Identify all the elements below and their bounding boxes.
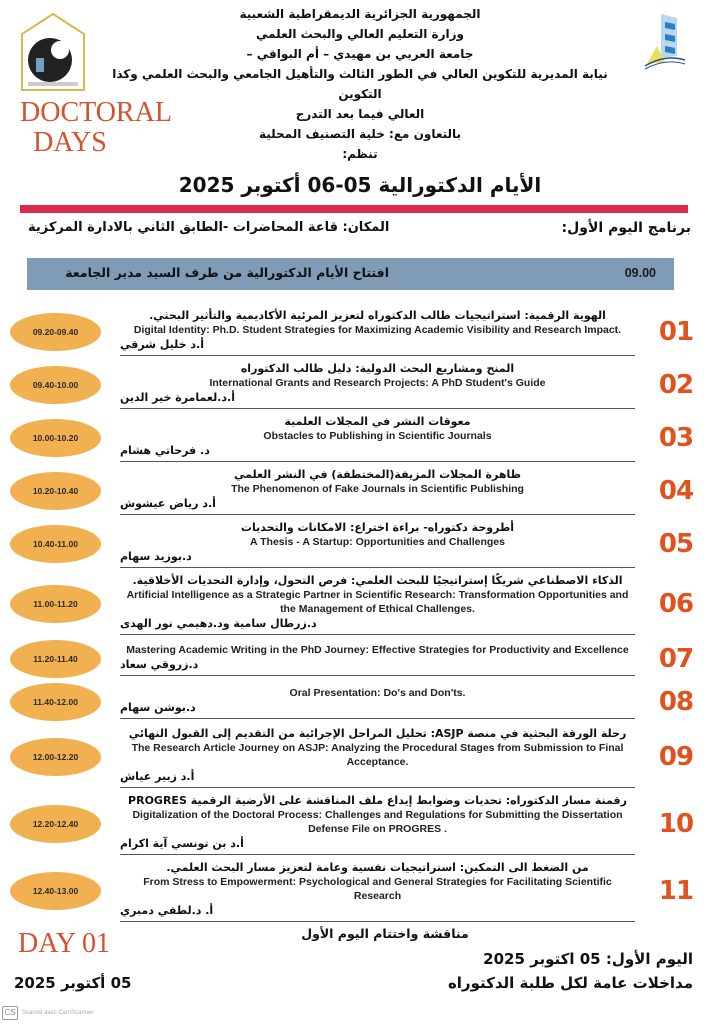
header-line-organizes: تنظم:	[342, 147, 378, 161]
header-line-directorate: نيابة المديرية للتكوين العالي في الطور الثالث والتأهيل الجامعي والبحث العلمي وكذا التكوين	[112, 67, 608, 101]
session-time-pill: 09.40-10.00	[10, 366, 101, 404]
session-title-en: The Phenomenon of Fake Journals in Scientific Publishing	[231, 483, 524, 495]
session-02	[0, 359, 711, 412]
session-title-en: Digitalization of the Doctoral Process: Challenges and Regulations for Submitting the Dissertation Defense File on PROGRES .	[132, 809, 623, 835]
doctoral-days-title	[20, 97, 172, 158]
footer	[0, 922, 711, 1024]
days-word: DAYS	[33, 127, 107, 158]
session-number: 08	[658, 687, 694, 717]
session-03	[0, 412, 711, 465]
session-number: 07	[658, 644, 694, 674]
place-line	[28, 220, 389, 235]
camscanner-watermark	[2, 1006, 93, 1020]
session-speaker: أ.د زبير عياش	[120, 770, 195, 783]
header-line-university: جامعة العربي بن مهيدي – أم البواقي –	[246, 47, 474, 61]
session-title-ar: ظاهرة المجلات المزيفة(المختطفة) في النشر العلمي	[234, 468, 521, 481]
session-number: 01	[658, 317, 694, 347]
session-time-pill: 10.20-10.40	[10, 472, 101, 510]
session-number: 03	[658, 423, 694, 453]
session-10	[0, 791, 711, 858]
session-title-en: Mastering Academic Writing in the PhD Journey: Effective Strategies for Productivity and Excellence	[126, 643, 629, 656]
session-time-pill: 12.20-12.40	[10, 805, 101, 843]
header-line-cooperation: بالتعاون مع: خلية التصنيف المحلية	[258, 127, 462, 141]
session-07	[0, 638, 711, 681]
session-number: 09	[658, 742, 694, 772]
title-divider	[20, 205, 688, 213]
session-title-ar: من الضغط الى التمكين: استراتيجيات نفسية وعامة لتعزيز مسار البحث العلمي.	[166, 861, 589, 874]
university-logo	[643, 10, 687, 72]
opening-text: افتتاح الأيام الدكتورالية من طرف السيد مدير الجامعة	[65, 265, 389, 280]
session-title-ar: الذكاء الاصطناعي شريكًا إستراتيجيًا للبحث العلمي: فرص التحول، وإدارة التحديات الأخلاقية.	[132, 574, 623, 587]
session-number: 10	[658, 809, 694, 839]
place-label: المكان:	[342, 220, 390, 235]
day-one-date: اليوم الأول: 05 اكتوبر 2025	[483, 950, 693, 968]
session-speaker: أ. د.لطفي دمبري	[120, 904, 214, 917]
camscanner-text: Scanné avec CamScanner	[22, 1010, 94, 1016]
session-08	[0, 681, 711, 724]
session-time-pill: 11.00-11.20	[10, 585, 101, 623]
session-11	[0, 858, 711, 925]
session-title-en: Artificial Intelligence as a Strategic Partner in Scientific Research: Transformation Opportunities and the Management of Ethical Challenges.	[126, 589, 629, 615]
sessions-list	[0, 306, 711, 925]
session-time-pill: 11.40-12.00	[10, 683, 101, 721]
session-05	[0, 518, 711, 571]
place-value: قاعة المحاضرات -الطابق الثاني بالادارة المركزية	[28, 220, 338, 235]
session-speaker: أ.د خليل شرقي	[120, 338, 204, 351]
session-number: 06	[658, 589, 694, 619]
session-title-ar: الهوية الرقمية: استراتيجيات طالب الدكتوراه لتعزيز المرئية الأكاديمية والتأثير البحثي.	[149, 309, 606, 322]
session-time-pill: 11.20-11.40	[10, 640, 101, 678]
closing-text: مناقشة واختتام اليوم الأول	[301, 926, 469, 941]
session-title-ar: معوقات النشر في المجلات العلمية	[284, 415, 471, 428]
session-06	[0, 571, 711, 638]
session-speaker: د.بوزيد سهام	[120, 550, 192, 563]
session-title-en: Obstacles to Publishing in Scientific Journals	[263, 430, 492, 442]
header-line-republic: الجمهورية الجزائرية الديمقراطية الشعبية	[239, 7, 481, 21]
session-number: 11	[658, 876, 694, 906]
opening-time: 09.00	[624, 266, 656, 280]
day-one-audience: مداخلات عامة لكل طلبة الدكتوراه	[447, 974, 693, 992]
session-time-pill: 12.00-12.20	[10, 738, 101, 776]
session-speaker: د.زرطال سامية ود.دهيمي نور الهدى	[120, 617, 317, 630]
session-speaker: د. فرحاتي هشام	[120, 444, 210, 457]
header-block	[110, 4, 610, 164]
day-01-label: DAY 01	[18, 928, 111, 959]
session-number: 02	[658, 370, 694, 400]
header-line-ministry: وزارة التعليم العالي والبحث العلمي	[255, 27, 465, 41]
session-speaker: د.زروقي سعاد	[120, 657, 199, 671]
event-title: الأيام الدكتورالية 05-06 أكتوبر 2025	[178, 173, 542, 197]
session-time-pill: 12.40-13.00	[10, 872, 101, 910]
session-number: 05	[658, 529, 694, 559]
session-number: 04	[658, 476, 694, 506]
doctoral-house-logo	[20, 12, 86, 92]
session-title-en: The Research Article Journey on ASJP: Analyzing the Procedural Stages from Submission to Final Acceptance.	[131, 742, 624, 768]
session-time-pill: 09.20-09.40	[10, 313, 101, 351]
doctoral-word: DOCTORAL	[20, 97, 172, 128]
session-04	[0, 465, 711, 518]
session-title-en: From Stress to Empowerment: Psychological and General Strategies for Facilitating Scientific Research	[143, 876, 612, 902]
session-title-en: A Thesis - A Startup: Opportunities and Challenges	[250, 536, 505, 548]
session-title-ar: المنح ومشاريع البحث الدولية: دليل طالب الدكتوراه	[240, 362, 515, 375]
session-title-ar: رحلة الورقة البحثية في منصة ASJP: تحليل المراحل الإجرائية من التقديم إلى القبول النهائي	[128, 727, 627, 740]
date-left: 05 أكتوبر 2025	[14, 974, 132, 992]
opening-bar	[27, 258, 674, 290]
session-speaker: أ.د بن تونسي آية اكرام	[120, 837, 244, 850]
session-title-ar: أطروحة دكتوراه- براءة اختراع: الامكانات والتحديات	[240, 521, 515, 534]
session-01	[0, 306, 711, 359]
session-speaker: د.بوشن سهام	[120, 700, 196, 714]
session-09	[0, 724, 711, 791]
session-speaker: أ.د.لعمامرة خير الدين	[120, 391, 235, 404]
session-title-en: Oral Presentation: Do's and Don'ts.	[289, 686, 466, 699]
session-time-pill: 10.00-10.20	[10, 419, 101, 457]
session-title-ar: رقمنة مسار الدكتوراه: تحديات وضوابط إيداع ملف المناقشة على الأرضية الرقمية PROGRES	[128, 794, 627, 807]
header-line-postgrad: العالي فيما بعد التدرج	[295, 107, 425, 121]
session-time-pill: 10.40-11.00	[10, 525, 101, 563]
camscanner-icon: CS	[2, 1006, 18, 1020]
session-title-en: International Grants and Research Projects: A PhD Student's Guide	[209, 377, 546, 389]
session-speaker: أ.د رياض عيشوش	[120, 497, 216, 510]
session-title-en: Digital Identity: Ph.D. Student Strategies for Maximizing Academic Visibility and Research Impact.	[133, 324, 622, 336]
program-label: برنامج اليوم الأول:	[561, 220, 691, 236]
